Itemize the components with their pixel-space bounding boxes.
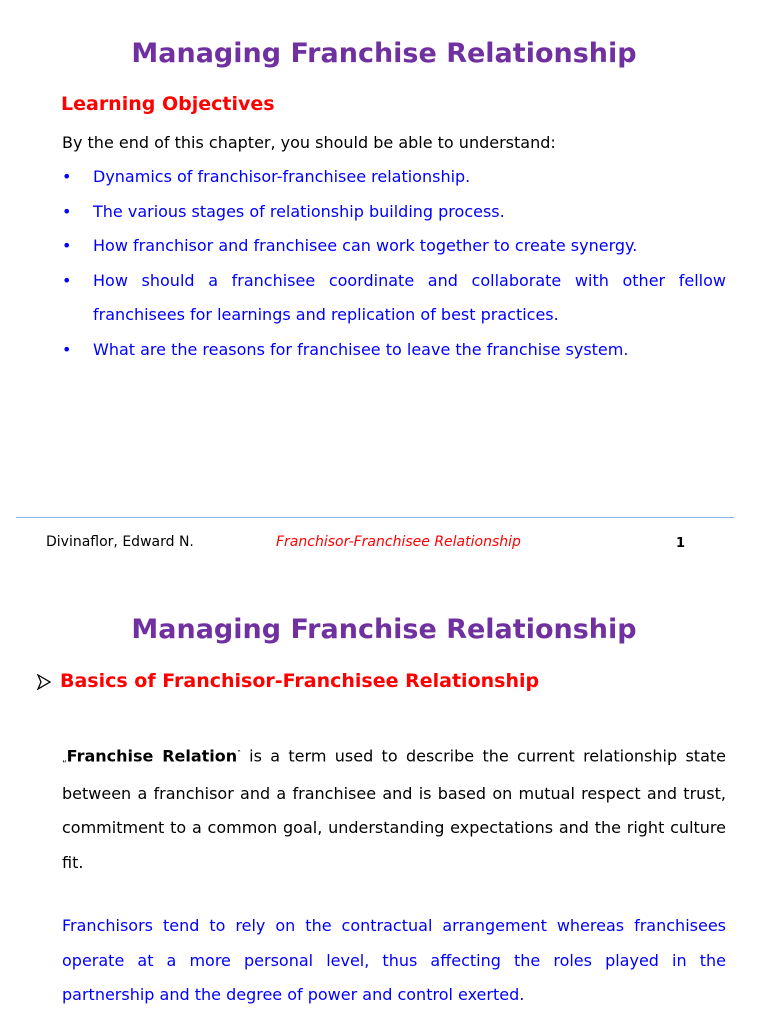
list-item xyxy=(62,229,726,264)
list-item-text: How franchisor and franchisee can work together to create synergy. xyxy=(93,236,638,255)
list-item-text: Dynamics of franchisor-franchisee relationship. xyxy=(93,167,471,186)
intro-text: By the end of this chapter, you should be able to understand: xyxy=(62,133,556,152)
open-quote: „ xyxy=(62,754,67,765)
franchisors-paragraph: Franchisors tend to rely on the contractual arrangement whereas franchisees operate at a more personal level, thus affecting the roles played in the partnership and the degree of power and control exerted. xyxy=(62,916,726,1004)
list-item-text: What are the reasons for franchisee to leave the franchise system. xyxy=(93,339,629,359)
term-franchise-relation: Franchise Relation xyxy=(66,746,238,766)
list-item xyxy=(62,264,726,333)
arrow-right-icon xyxy=(36,674,52,690)
paragraph-text: is a term used to describe the current relationship state between a franchisor and a franchisee and is based on mutual respect and trust, commitment to a common goal, understanding expectations and the right culture fit. xyxy=(62,746,726,872)
close-quote: ‟ xyxy=(237,749,241,757)
list-item xyxy=(62,333,726,368)
list-item xyxy=(62,195,726,230)
bullet-icon: • xyxy=(62,236,72,255)
bullet-icon: • xyxy=(62,339,72,359)
page-number: 1 xyxy=(676,536,686,551)
list-item-text: The various stages of relationship building process. xyxy=(93,201,505,221)
slide-title: Managing Franchise Relationship xyxy=(131,614,637,645)
footer-topic: Franchisor-Franchisee Relationship xyxy=(276,534,521,550)
footer-author: Divinaflor, Edward N. xyxy=(46,534,194,550)
slide-2 xyxy=(0,570,768,1024)
bullet-icon: • xyxy=(62,167,72,186)
basics-heading: Basics of Franchisor-Franchisee Relationship xyxy=(60,670,540,692)
list-item xyxy=(62,160,726,195)
franchise-relation-paragraph xyxy=(62,736,726,880)
slide-title: Managing Franchise Relationship xyxy=(131,38,637,69)
list-item-text: How should a franchisee coordinate and collaborate with other fellow franchisees for learnings and replication of best practices. xyxy=(93,270,726,324)
bullet-icon: • xyxy=(62,270,72,290)
learning-objectives-heading: Learning Objectives xyxy=(61,93,275,115)
bullet-icon: • xyxy=(62,201,72,221)
footer-divider xyxy=(16,517,734,518)
objectives-list xyxy=(62,160,726,367)
